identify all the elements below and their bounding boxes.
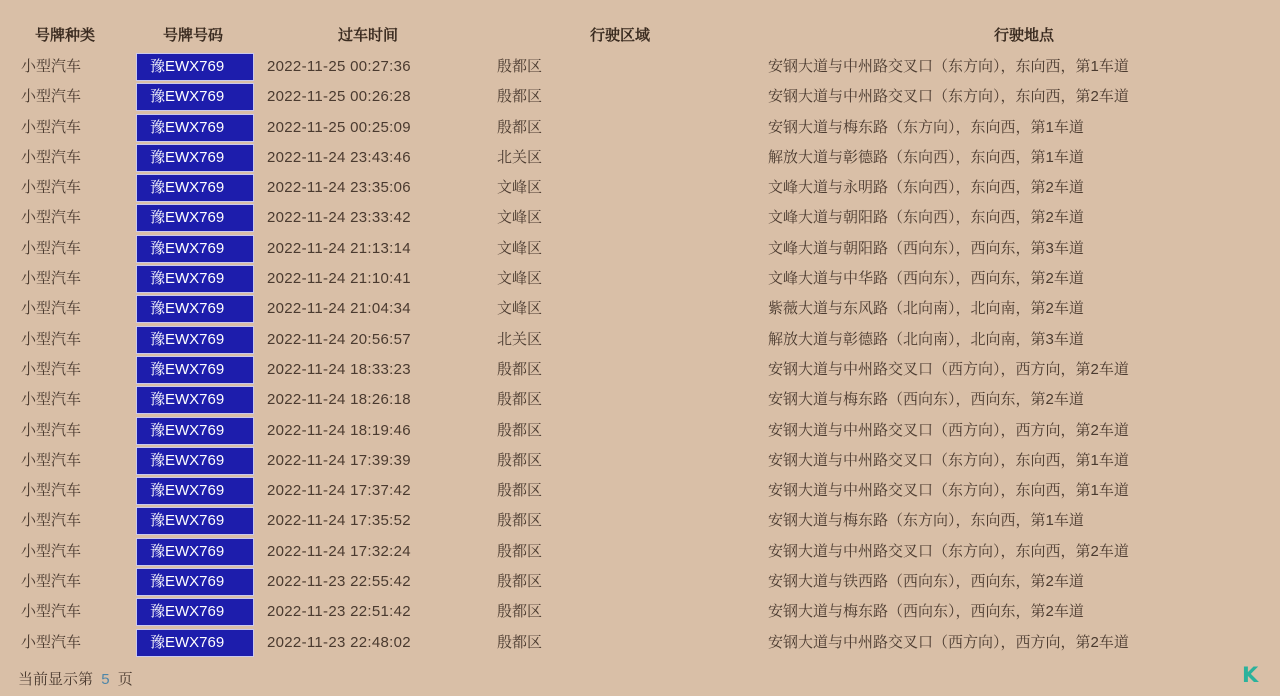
plate-type-cell: 小型汽车 — [21, 88, 82, 106]
table-row — [0, 234, 1280, 264]
table-row — [0, 537, 1280, 567]
plate-number-badge: 豫EWX769 — [136, 174, 254, 202]
pass-time-cell: 2022-11-24 21:13:14 — [267, 239, 411, 257]
pass-time-cell: 2022-11-24 18:26:18 — [267, 391, 411, 409]
pass-time-cell: 2022-11-24 17:37:42 — [267, 482, 411, 500]
plate-number-badge: 豫EWX769 — [136, 629, 254, 657]
location-cell: 解放大道与彰德路（北向南），北向南，第3车道 — [768, 330, 1084, 348]
plate-type-cell: 小型汽车 — [21, 179, 82, 197]
plate-type-cell: 小型汽车 — [21, 542, 82, 560]
district-cell: 殷都区 — [497, 542, 543, 560]
district-cell: 北关区 — [497, 148, 543, 166]
plate-type-cell: 小型汽车 — [21, 603, 82, 621]
plate-type-cell: 小型汽车 — [21, 300, 82, 318]
header-driving-location: 行驶地点 — [994, 27, 1055, 44]
location-cell: 安钢大道与铁西路（西向东），西向东，第2车道 — [768, 573, 1084, 591]
location-cell: 安钢大道与中州路交叉口（西方向），西方向，第2车道 — [768, 421, 1129, 439]
pass-time-cell: 2022-11-23 22:51:42 — [267, 603, 411, 621]
pass-time-cell: 2022-11-24 21:04:34 — [267, 300, 411, 318]
pass-time-cell: 2022-11-24 18:19:46 — [267, 421, 411, 439]
plate-number-badge: 豫EWX769 — [136, 114, 254, 142]
location-cell: 解放大道与彰德路（东向西），东向西，第1车道 — [768, 148, 1084, 166]
district-cell: 殷都区 — [497, 451, 543, 469]
location-cell: 安钢大道与中州路交叉口（东方向），东向西，第1车道 — [768, 58, 1129, 75]
plate-number-badge: 豫EWX769 — [136, 144, 254, 172]
table-row — [0, 82, 1280, 112]
header-driving-area: 行驶区域 — [590, 27, 651, 44]
plate-number-badge: 豫EWX769 — [136, 538, 254, 566]
district-cell: 殷都区 — [497, 512, 543, 530]
district-cell: 殷都区 — [497, 360, 543, 378]
plate-type-cell: 小型汽车 — [21, 421, 82, 439]
table-row — [0, 325, 1280, 355]
table-row — [0, 446, 1280, 476]
location-cell: 安钢大道与中州路交叉口（东方向），东向西，第1车道 — [768, 451, 1129, 469]
location-cell: 文峰大道与朝阳路（东向西），东向西，第2车道 — [768, 209, 1084, 227]
table-row — [0, 628, 1280, 658]
district-cell: 文峰区 — [497, 300, 543, 318]
table-row — [0, 294, 1280, 324]
plate-number-badge: 豫EWX769 — [136, 204, 254, 232]
plate-number-badge: 豫EWX769 — [136, 417, 254, 445]
plate-type-cell: 小型汽车 — [21, 330, 82, 348]
table-row — [0, 476, 1280, 506]
table-body — [0, 52, 1280, 658]
location-cell: 安钢大道与中州路交叉口（东方向），东向西，第2车道 — [768, 88, 1129, 106]
page-indicator-prefix: 当前显示第 — [18, 671, 94, 688]
plate-type-cell: 小型汽车 — [21, 58, 82, 75]
watermark-k-logo: K — [1242, 663, 1259, 687]
plate-type-cell: 小型汽车 — [21, 512, 82, 530]
plate-number-badge: 豫EWX769 — [136, 53, 254, 81]
page-indicator-suffix: 页 — [117, 671, 133, 688]
table-row — [0, 385, 1280, 415]
pass-time-cell: 2022-11-24 17:39:39 — [267, 451, 411, 469]
plate-type-cell: 小型汽车 — [21, 482, 82, 500]
plate-number-badge: 豫EWX769 — [136, 477, 254, 505]
district-cell: 殷都区 — [497, 603, 543, 621]
plate-number-badge: 豫EWX769 — [136, 386, 254, 414]
page-indicator — [18, 668, 133, 689]
location-cell: 文峰大道与朝阳路（西向东），西向东，第3车道 — [768, 239, 1084, 257]
table-header — [0, 24, 1280, 44]
plate-type-cell: 小型汽车 — [21, 360, 82, 378]
header-plate-number: 号牌号码 — [163, 27, 224, 44]
pass-time-cell: 2022-11-25 00:26:28 — [267, 88, 411, 106]
pass-time-cell: 2022-11-24 20:56:57 — [267, 330, 411, 348]
district-cell: 文峰区 — [497, 179, 543, 197]
table-row — [0, 203, 1280, 233]
district-cell: 殷都区 — [497, 633, 543, 651]
plate-type-cell: 小型汽车 — [21, 270, 82, 288]
plate-number-badge: 豫EWX769 — [136, 447, 254, 475]
page-number: 5 — [101, 671, 110, 688]
plate-type-cell: 小型汽车 — [21, 391, 82, 409]
district-cell: 殷都区 — [497, 88, 543, 106]
table-row — [0, 113, 1280, 143]
district-cell: 文峰区 — [497, 270, 543, 288]
table-row — [0, 506, 1280, 536]
location-cell: 安钢大道与梅东路（东方向），东向西，第1车道 — [768, 118, 1084, 136]
plate-number-badge: 豫EWX769 — [136, 568, 254, 596]
pass-time-cell: 2022-11-25 00:25:09 — [267, 118, 411, 136]
pass-time-cell: 2022-11-24 18:33:23 — [267, 360, 411, 378]
location-cell: 紫薇大道与东风路（北向南），北向南，第2车道 — [768, 300, 1084, 318]
table-row — [0, 416, 1280, 446]
header-plate-type: 号牌种类 — [35, 27, 96, 44]
pass-time-cell: 2022-11-24 23:43:46 — [267, 148, 411, 166]
location-cell: 文峰大道与中华路（西向东），西向东，第2车道 — [768, 270, 1084, 288]
table-row — [0, 143, 1280, 173]
plate-number-badge: 豫EWX769 — [136, 295, 254, 323]
table-row — [0, 264, 1280, 294]
location-cell: 安钢大道与梅东路（东方向），东向西，第1车道 — [768, 512, 1084, 530]
plate-number-badge: 豫EWX769 — [136, 265, 254, 293]
plate-number-badge: 豫EWX769 — [136, 507, 254, 535]
location-cell: 安钢大道与中州路交叉口（西方向），西方向，第2车道 — [768, 633, 1129, 651]
pass-time-cell: 2022-11-23 22:55:42 — [267, 573, 411, 591]
location-cell: 文峰大道与永明路（东向西），东向西，第2车道 — [768, 179, 1084, 197]
plate-type-cell: 小型汽车 — [21, 633, 82, 651]
district-cell: 文峰区 — [497, 239, 543, 257]
pass-time-cell: 2022-11-24 23:35:06 — [267, 179, 411, 197]
pass-time-cell: 2022-11-24 17:32:24 — [267, 542, 411, 560]
plate-number-badge: 豫EWX769 — [136, 326, 254, 354]
district-cell: 殷都区 — [497, 573, 543, 591]
location-cell: 安钢大道与梅东路（西向东），西向东，第2车道 — [768, 603, 1084, 621]
location-cell: 安钢大道与梅东路（西向东），西向东，第2车道 — [768, 391, 1084, 409]
table-row — [0, 597, 1280, 627]
district-cell: 殷都区 — [497, 391, 543, 409]
plate-number-badge: 豫EWX769 — [136, 356, 254, 384]
table-row — [0, 355, 1280, 385]
plate-type-cell: 小型汽车 — [21, 451, 82, 469]
plate-type-cell: 小型汽车 — [21, 148, 82, 166]
pass-time-cell: 2022-11-24 21:10:41 — [267, 270, 411, 288]
pass-time-cell: 2022-11-25 00:27:36 — [267, 58, 411, 75]
location-cell: 安钢大道与中州路交叉口（西方向），西方向，第2车道 — [768, 360, 1129, 378]
plate-type-cell: 小型汽车 — [21, 118, 82, 136]
pass-time-cell: 2022-11-24 23:33:42 — [267, 209, 411, 227]
location-cell: 安钢大道与中州路交叉口（东方向），东向西，第1车道 — [768, 482, 1129, 500]
pass-time-cell: 2022-11-24 17:35:52 — [267, 512, 411, 530]
table-row — [0, 173, 1280, 203]
plate-type-cell: 小型汽车 — [21, 573, 82, 591]
district-cell: 殷都区 — [497, 58, 543, 75]
plate-number-badge: 豫EWX769 — [136, 83, 254, 111]
district-cell: 殷都区 — [497, 482, 543, 500]
district-cell: 殷都区 — [497, 421, 543, 439]
district-cell: 文峰区 — [497, 209, 543, 227]
plate-type-cell: 小型汽车 — [21, 209, 82, 227]
plate-number-badge: 豫EWX769 — [136, 235, 254, 263]
table-row — [0, 52, 1280, 82]
district-cell: 北关区 — [497, 330, 543, 348]
header-pass-time: 过车时间 — [338, 27, 399, 44]
table-row — [0, 567, 1280, 597]
plate-type-cell: 小型汽车 — [21, 239, 82, 257]
location-cell: 安钢大道与中州路交叉口（东方向），东向西，第2车道 — [768, 542, 1129, 560]
pass-time-cell: 2022-11-23 22:48:02 — [267, 633, 411, 651]
plate-number-badge: 豫EWX769 — [136, 598, 254, 626]
district-cell: 殷都区 — [497, 118, 543, 136]
